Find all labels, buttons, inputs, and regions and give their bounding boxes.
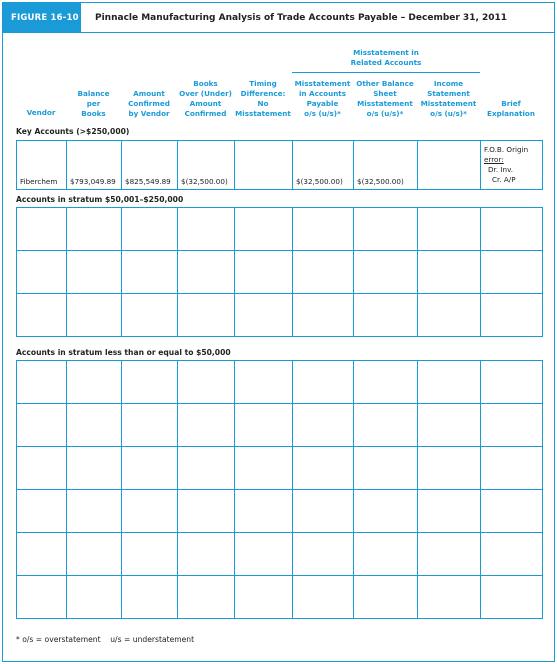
- empty-cell: [293, 490, 354, 533]
- cell-timing: [235, 141, 293, 190]
- empty-cell: [17, 251, 67, 294]
- table-row: [17, 404, 543, 447]
- cell-other-bs-misstatement: $(32,500.00): [354, 141, 418, 190]
- empty-cell: [418, 251, 481, 294]
- empty-cell: [293, 361, 354, 404]
- col-header-explanation: Brief Explanation: [487, 99, 535, 118]
- empty-cell: [178, 490, 235, 533]
- empty-cell: [235, 447, 293, 490]
- empty-cell: [122, 576, 178, 619]
- empty-cell: [67, 361, 122, 404]
- table-row: [17, 533, 543, 576]
- empty-cell: [67, 447, 122, 490]
- empty-cell: [293, 251, 354, 294]
- empty-cell: [122, 208, 178, 251]
- empty-cell: [481, 208, 543, 251]
- section-key-accounts: Key Accounts (>$250,000): [16, 127, 130, 136]
- empty-cell: [354, 208, 418, 251]
- empty-cell: [178, 251, 235, 294]
- empty-cell: [481, 361, 543, 404]
- explanation-line-1: F.O.B. Origin: [484, 145, 529, 154]
- empty-cell: [178, 404, 235, 447]
- group-header: [292, 48, 480, 68]
- explanation-line-2: error:: [484, 155, 504, 164]
- group-header-rule: [292, 72, 480, 73]
- empty-cell: [235, 208, 293, 251]
- col-header-balance: Balance per Books: [77, 89, 110, 118]
- table-row: [17, 447, 543, 490]
- empty-cell: [235, 294, 293, 337]
- empty-cell: [178, 576, 235, 619]
- col-header-income-misstatement: Income Statement Misstatement o/s (u/s)*: [420, 79, 477, 118]
- empty-cell: [67, 208, 122, 251]
- empty-cell: [67, 533, 122, 576]
- empty-cell: [178, 208, 235, 251]
- table-row: [17, 141, 543, 190]
- empty-cell: [354, 361, 418, 404]
- empty-cell: [481, 447, 543, 490]
- empty-cell: [481, 576, 543, 619]
- empty-cell: [354, 251, 418, 294]
- empty-cell: [17, 533, 67, 576]
- empty-cell: [17, 208, 67, 251]
- empty-cell: [122, 251, 178, 294]
- empty-cell: [354, 533, 418, 576]
- col-header-over-under: Books Over (Under) Amount Confirmed: [179, 79, 232, 118]
- footnote: * o/s = overstatement u/s = understatement: [16, 635, 195, 644]
- empty-cell: [67, 294, 122, 337]
- col-header-other-bs-misstatement: Other Balance Sheet Misstatement o/s (u/s)*: [356, 79, 414, 118]
- group-header-line-1: Misstatement in: [353, 48, 419, 57]
- empty-cell: [481, 294, 543, 337]
- stratum-low-table: [16, 360, 543, 619]
- figure-title: Pinnacle Manufacturing Analysis of Trade Accounts Payable – December 31, 2011: [95, 12, 508, 23]
- figure-label: FIGURE 16-10: [3, 3, 81, 32]
- table-row: [17, 576, 543, 619]
- key-accounts-table: [16, 140, 543, 190]
- empty-cell: [17, 447, 67, 490]
- cell-explanation: [481, 141, 543, 190]
- empty-cell: [354, 447, 418, 490]
- empty-cell: [418, 294, 481, 337]
- explanation-line-4: Cr. A/P: [492, 175, 516, 184]
- col-header-ap-misstatement: Misstatement in Accounts Payable o/s (u/s)*: [294, 79, 351, 118]
- empty-cell: [293, 533, 354, 576]
- empty-cell: [122, 361, 178, 404]
- empty-cell: [418, 208, 481, 251]
- empty-cell: [17, 404, 67, 447]
- empty-cell: [122, 294, 178, 337]
- empty-cell: [235, 251, 293, 294]
- explanation-line-3: Dr. Inv.: [488, 165, 514, 174]
- empty-cell: [235, 404, 293, 447]
- empty-cell: [67, 576, 122, 619]
- empty-cell: [354, 490, 418, 533]
- empty-cell: [354, 294, 418, 337]
- table-row: [17, 361, 543, 404]
- empty-cell: [235, 533, 293, 576]
- col-header-timing: Timing Difference: No Misstatement: [235, 79, 291, 118]
- empty-cell: [481, 533, 543, 576]
- empty-cell: [178, 361, 235, 404]
- empty-cell: [17, 490, 67, 533]
- empty-cell: [293, 294, 354, 337]
- col-header-vendor: Vendor: [26, 108, 56, 117]
- empty-cell: [122, 447, 178, 490]
- empty-cell: [17, 576, 67, 619]
- empty-cell: [178, 533, 235, 576]
- empty-cell: [293, 404, 354, 447]
- empty-cell: [122, 404, 178, 447]
- cell-confirmed: $825,549.89: [122, 141, 178, 190]
- empty-cell: [354, 404, 418, 447]
- table-row: [17, 208, 543, 251]
- empty-cell: [418, 447, 481, 490]
- empty-cell: [418, 490, 481, 533]
- empty-cell: [67, 251, 122, 294]
- cell-income-misstatement: [418, 141, 481, 190]
- cell-over-under: $(32,500.00): [178, 141, 235, 190]
- empty-cell: [293, 208, 354, 251]
- empty-cell: [293, 576, 354, 619]
- empty-cell: [481, 490, 543, 533]
- empty-cell: [235, 361, 293, 404]
- cell-vendor: Fiberchem: [17, 141, 67, 190]
- empty-cell: [481, 404, 543, 447]
- figure-title-bar: [3, 3, 554, 33]
- empty-cell: [67, 404, 122, 447]
- empty-cell: [17, 294, 67, 337]
- empty-cell: [481, 251, 543, 294]
- cell-balance: $793,049.89: [67, 141, 122, 190]
- empty-cell: [235, 576, 293, 619]
- empty-cell: [293, 447, 354, 490]
- stratum-mid-table: [16, 207, 543, 337]
- table-row: [17, 490, 543, 533]
- table-row: [17, 294, 543, 337]
- empty-cell: [418, 361, 481, 404]
- section-stratum-low: Accounts in stratum less than or equal to $50,000: [16, 348, 231, 357]
- empty-cell: [178, 447, 235, 490]
- cell-ap-misstatement: $(32,500.00): [293, 141, 354, 190]
- table-row: [17, 251, 543, 294]
- empty-cell: [17, 361, 67, 404]
- group-header-line-2: Related Accounts: [350, 58, 422, 67]
- empty-cell: [178, 294, 235, 337]
- empty-cell: [122, 533, 178, 576]
- empty-cell: [418, 533, 481, 576]
- empty-cell: [418, 576, 481, 619]
- section-stratum-mid: Accounts in stratum $50,001–$250,000: [16, 195, 184, 204]
- empty-cell: [67, 490, 122, 533]
- empty-cell: [418, 404, 481, 447]
- empty-cell: [235, 490, 293, 533]
- col-header-confirmed: Amount Confirmed by Vendor: [128, 89, 170, 118]
- empty-cell: [354, 576, 418, 619]
- empty-cell: [122, 490, 178, 533]
